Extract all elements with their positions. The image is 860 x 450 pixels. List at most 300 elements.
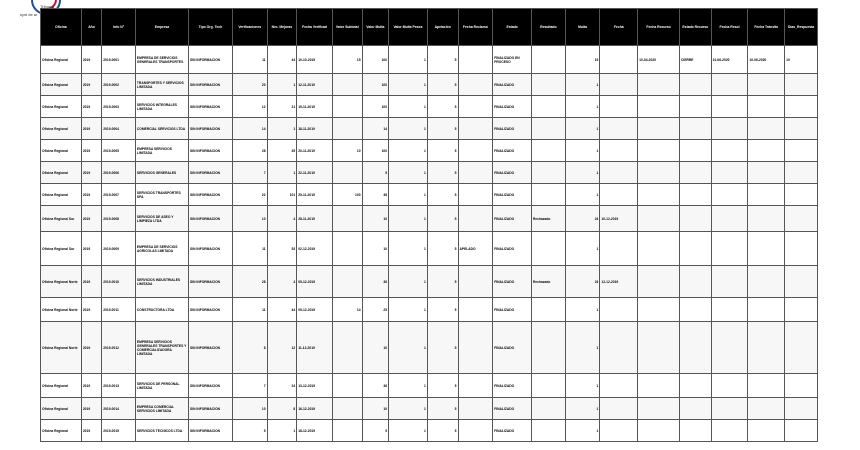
table-cell [532,118,566,140]
table-cell: 5 [427,322,458,374]
table-cell: 2019-0013 [102,374,136,398]
table-cell: 4 [267,266,297,298]
table-cell: 100 [332,184,362,206]
table-cell [748,96,785,118]
table-row[interactable] [41,74,818,96]
table-cell: 5 [427,298,458,322]
table-cell: EMPRESA DE SERVICIOS AGRICOLAS LIMITADA [135,232,188,266]
table-cell: 5 [427,184,458,206]
column-header[interactable]: Apelación [427,9,458,46]
table-cell [638,266,680,298]
table-cell [458,298,493,322]
table-cell: 10-04-2020 [638,46,680,74]
table-cell: SERVICIOS INTEGRALES LIMITADA [135,96,188,118]
table-cell [680,140,712,162]
table-cell [680,374,712,398]
table-cell: 14 [232,118,267,140]
table-cell: 1 [565,96,600,118]
table-cell: EMPRESA SERVICIOS LIMITADA [135,140,188,162]
table-cell: Oficina Regional [41,140,82,162]
table-row[interactable] [41,266,818,298]
table-cell: 2019 [81,266,101,298]
table-cell: Oficina Regional [41,46,82,74]
column-header[interactable]: Multa [565,9,600,46]
table-cell [332,374,362,398]
table-cell [532,46,566,74]
table-cell: 5 [232,420,267,442]
table-cell [600,298,638,322]
table-cell: Oficina Regional [41,184,82,206]
table-cell [458,184,493,206]
table-cell: SIN INFORMACION [189,118,233,140]
table-cell [680,74,712,96]
table-cell [458,266,493,298]
table-cell: 5 [427,420,458,442]
table-cell: SERVICIOS GENERALES [135,162,188,184]
table-cell [680,162,712,184]
table-cell: 2019-0007 [102,184,136,206]
table-cell: FINALIZADO [493,118,532,140]
table-cell [748,398,785,420]
table-cell: 15-11-2019 [297,96,333,118]
table-cell: Rechazado [532,266,566,298]
table-cell [458,162,493,184]
table-cell: 1 [565,322,600,374]
table-cell: 16-12-2019 [297,398,333,420]
table-cell: 13-12-2019 [297,374,333,398]
table-cell [458,420,493,442]
table-cell: SIN INFORMACION [189,322,233,374]
table-cell [638,140,680,162]
table-row[interactable] [41,184,818,206]
table-row[interactable] [41,118,818,140]
table-cell [785,322,818,374]
table-cell [458,140,493,162]
table-cell [785,184,818,206]
table-cell: 5 [362,420,389,442]
table-cell: 1 [389,184,428,206]
table-cell [680,398,712,420]
table-cell: 10-12-2019 [600,206,638,232]
table-cell: 53 [267,232,297,266]
table-cell [711,96,748,118]
table-cell: Oficina Regional Norte [41,266,82,298]
table-cell: 2019-0002 [102,74,136,96]
table-cell [785,206,818,232]
table-cell [711,398,748,420]
table-cell [332,322,362,374]
table-cell: 1 [565,374,600,398]
table-cell [748,420,785,442]
column-header[interactable]: Verificaciones [232,9,267,46]
table-cell: 2019-0006 [102,162,136,184]
table-cell: 2019 [81,398,101,420]
table-cell: 10 [332,140,362,162]
table-row[interactable] [41,162,818,184]
table-cell: 2019-0011 [102,298,136,322]
table-cell: FINALIZADO [493,420,532,442]
table-cell: 24 [267,374,297,398]
table-body [41,46,818,442]
table-cell: 10 [362,322,389,374]
table-cell: 2019-0005 [102,140,136,162]
table-cell [532,184,566,206]
table-cell: 5 [427,96,458,118]
table-cell: FINALIZADO [493,96,532,118]
table-cell: SERVICIOS TRANSPORTES SPA [135,184,188,206]
table-cell: 1 [565,74,600,96]
column-header[interactable]: Fecha Resol [711,9,748,46]
table-cell: 1 [267,118,297,140]
table-cell: 28-11-2019 [297,206,333,232]
column-header[interactable]: Fecha Recurso [638,9,680,46]
table-cell [600,398,638,420]
table-cell: 2019 [81,232,101,266]
column-header[interactable]: Oficina [41,9,82,46]
table-cell [785,232,818,266]
table-cell: 11 [232,298,267,322]
table-cell: 15 [565,46,600,74]
table-cell: SERVICIOS DE PERSONAL LIMITADA [135,374,188,398]
table-cell: 1 [389,398,428,420]
column-header[interactable]: Fecha [600,9,638,46]
table-cell: 4 [267,206,297,232]
table-cell: 38 [362,184,389,206]
table-cell: Oficina Regional [41,96,82,118]
table-cell: 44 [267,46,297,74]
table-cell: 20 [232,74,267,96]
column-header[interactable]: Valor Subtotal [332,9,362,46]
table-cell: 1 [389,322,428,374]
table-cell [748,322,785,374]
column-header[interactable]: Fecha Tránsito [748,9,785,46]
table-cell: 1 [389,46,428,74]
table-cell [748,232,785,266]
table-cell: SIN INFORMACION [189,206,233,232]
table-row[interactable] [41,298,818,322]
table-cell [680,118,712,140]
table-cell: Oficina Regional [41,118,82,140]
table-cell [532,420,566,442]
table-cell: 18-11-2019 [297,118,333,140]
table-cell: 11 [232,232,267,266]
table-cell: Oficina Regional [41,162,82,184]
table-cell: Oficina Regional [41,420,82,442]
table-cell: 2019-0009 [102,232,136,266]
table-cell: EMPRESA DE SERVICIOS GENERALES TRANSPORTES [135,46,188,74]
table-row[interactable] [41,206,818,232]
table-cell: 2019-0003 [102,96,136,118]
table-cell [532,140,566,162]
column-header[interactable]: Empresa [135,9,188,46]
table-cell [638,398,680,420]
table-cell: SIN INFORMACION [189,96,233,118]
table-cell [600,322,638,374]
table-cell [748,184,785,206]
table-cell: 1 [267,162,297,184]
table-cell [638,96,680,118]
table-cell [600,74,638,96]
table-cell: 5 [427,118,458,140]
table-cell: 20-11-2019 [297,140,333,162]
table-cell: Oficina Regional [41,374,82,398]
column-header[interactable]: Estado Recurso [680,9,712,46]
table-cell: 101 [267,184,297,206]
column-header[interactable]: Nro. Mejoras [267,9,297,46]
table-cell: SIN INFORMACION [189,232,233,266]
table-cell: 1 [565,162,600,184]
table-cell: 24 [565,206,600,232]
table-cell: Oficina Regional Sur [41,206,82,232]
table-cell [680,206,712,232]
table-cell: 11 [232,46,267,74]
table-cell: 2019-0015 [102,420,136,442]
table-cell: 1 [389,74,428,96]
table-cell [785,140,818,162]
table-cell: 15 [332,46,362,74]
table-cell: SIN INFORMACION [189,420,233,442]
table-cell [532,398,566,420]
table-cell [638,420,680,442]
table-cell [748,266,785,298]
table-cell: 100 [362,74,389,96]
table-cell: 5 [427,74,458,96]
table-cell [332,96,362,118]
table-cell: 7 [232,162,267,184]
table-cell [785,74,818,96]
table-cell: 100 [362,96,389,118]
table-cell: 2019 [81,420,101,442]
table-cell [458,118,493,140]
table-cell: SIN INFORMACION [189,266,233,298]
table-cell [711,266,748,298]
table-cell [711,420,748,442]
table-cell [711,118,748,140]
table-cell: 1 [389,206,428,232]
table-cell: 36 [362,266,389,298]
table-cell [680,298,712,322]
table-cell: FINALIZADO [493,162,532,184]
table-cell: SIN INFORMACION [189,140,233,162]
table-cell: 1 [389,298,428,322]
table-cell: 10 [362,206,389,232]
table-cell [600,118,638,140]
table-cell [711,184,748,206]
table-cell: 5 [362,162,389,184]
table-cell [458,374,493,398]
logo-caption: syst de ar [20,12,38,17]
table-cell: FINALIZADO [493,184,532,206]
table-cell [638,162,680,184]
table-cell: CONSTRUCTORA LTDA [135,298,188,322]
table-cell [600,140,638,162]
column-header[interactable]: Tipo Org. Tech [189,9,233,46]
table-cell [638,74,680,96]
table-cell [638,118,680,140]
table-cell: 22-11-2019 [297,162,333,184]
table-cell: 1 [565,398,600,420]
table-cell: Oficina Regional Norte [41,298,82,322]
table-row[interactable] [41,232,818,266]
table-cell: 22 [232,184,267,206]
table-cell [458,322,493,374]
table-cell: 5 [427,232,458,266]
table-cell: 12-12-2019 [600,266,638,298]
table-cell: 18-12-2019 [297,420,333,442]
column-header[interactable]: Días_Respuesta [785,9,818,46]
column-header[interactable]: Estado [493,9,532,46]
table-row[interactable] [41,420,818,442]
table-cell: CIERRE [680,46,712,74]
table-cell: 5 [427,162,458,184]
table-cell [458,206,493,232]
table-cell: 5 [427,266,458,298]
table-cell: 09-12-2019 [297,298,333,322]
table-cell: 7 [232,374,267,398]
table-row[interactable] [41,322,818,374]
table-cell [332,206,362,232]
table-cell: 12 [267,322,297,374]
table-cell: SIN INFORMACION [189,46,233,74]
table-cell: 2019 [81,374,101,398]
column-header[interactable]: Fecha Reclamo [458,9,493,46]
table-cell [600,162,638,184]
table-cell [332,420,362,442]
table-cell: EMPRESA SERVICIOS GENERALES TRANSPORTES Y COMERCIALIZADORA LIMITADA [135,322,188,374]
table-row[interactable] [41,398,818,420]
table-cell: 25 [362,298,389,322]
table-cell [532,96,566,118]
table-cell [638,298,680,322]
table-cell: 1 [389,266,428,298]
table-cell [458,74,493,96]
table-cell [711,232,748,266]
table-cell: FINALIZADO [493,266,532,298]
table-cell [680,266,712,298]
table-cell [748,206,785,232]
table-cell [332,118,362,140]
table-cell [711,74,748,96]
table-cell: 25-11-2019 [297,184,333,206]
table-cell: 5 [427,206,458,232]
table-cell: 14 [332,298,362,322]
table-cell: 2019 [81,46,101,74]
table-cell: 12 [232,96,267,118]
table-cell [600,46,638,74]
table-cell: 1 [389,420,428,442]
table-cell: 1 [565,118,600,140]
logo-text: Tribunal [40,4,55,9]
table-cell [600,96,638,118]
table-cell: 1 [565,140,600,162]
table-cell: FINALIZADO [493,232,532,266]
table-cell: SIN INFORMACION [189,74,233,96]
table-cell: 35 [267,140,297,162]
column-header[interactable]: Valor Multa Pesos [389,9,428,46]
table-cell [600,184,638,206]
table-cell: 10 [362,232,389,266]
table-cell: Oficina Regional [41,398,82,420]
table-cell: 1 [565,420,600,442]
table-cell: 10 [362,398,389,420]
table-cell: Oficina Regional [41,74,82,96]
table-cell [532,232,566,266]
table-cell [332,162,362,184]
table-cell [680,232,712,266]
column-header[interactable]: Resultado [532,9,566,46]
column-header[interactable]: Info N° [102,9,136,46]
table-cell: 2019 [81,162,101,184]
table-cell [785,420,818,442]
table-cell [748,74,785,96]
table-cell: 1 [389,162,428,184]
table-cell: SIN INFORMACION [189,298,233,322]
table-cell: 8 [267,398,297,420]
table-cell [458,96,493,118]
table-cell: FINALIZADO [493,140,532,162]
table-cell [332,266,362,298]
table-cell: 100 [362,46,389,74]
table-cell: 02-12-2019 [297,232,333,266]
table-cell: 1 [267,420,297,442]
table-row[interactable] [41,374,818,398]
records-table [40,8,818,442]
table-cell: 2019 [81,298,101,322]
table-cell [532,322,566,374]
table-cell [638,322,680,374]
table-cell: 21 [267,96,297,118]
table-cell [711,298,748,322]
table-cell: SERVICIOS DE ASEO Y LIMPIEZA LTDA [135,206,188,232]
table-cell: 1 [565,298,600,322]
table-cell: 1 [389,374,428,398]
table-cell: 1 [267,74,297,96]
table-cell: 10 [785,46,818,74]
table-cell [748,140,785,162]
table-cell: FINALIZADO [493,322,532,374]
table-cell: 5 [427,374,458,398]
table-cell: FINALIZADO [493,374,532,398]
table-cell: FINALIZADO [493,74,532,96]
table-cell: 28 [232,266,267,298]
table-cell [711,162,748,184]
table-cell: SIN INFORMACION [189,184,233,206]
column-header[interactable]: Año [81,9,101,46]
table-cell: SIN INFORMACION [189,162,233,184]
table-row[interactable] [41,140,818,162]
table-cell [600,374,638,398]
table-cell [332,74,362,96]
table-row[interactable] [41,46,818,74]
table-cell [680,322,712,374]
table-cell [711,322,748,374]
table-cell: 5 [427,398,458,420]
table-cell [600,420,638,442]
table-cell: 14 [362,118,389,140]
table-cell: SERVICIOS TECNICOS LTDA [135,420,188,442]
column-header[interactable]: Valor Multa [362,9,389,46]
table-row[interactable] [41,96,818,118]
table-cell: 2019-0012 [102,322,136,374]
table-cell [638,206,680,232]
column-header[interactable]: Fecha Verificad [297,9,333,46]
table-cell: 1 [389,140,428,162]
table-cell: APELADO [458,232,493,266]
table-cell: Oficina Regional Sur [41,232,82,266]
table-cell [458,398,493,420]
table-cell: SIN INFORMACION [189,374,233,398]
table-cell: 10-06-2020 [748,46,785,74]
